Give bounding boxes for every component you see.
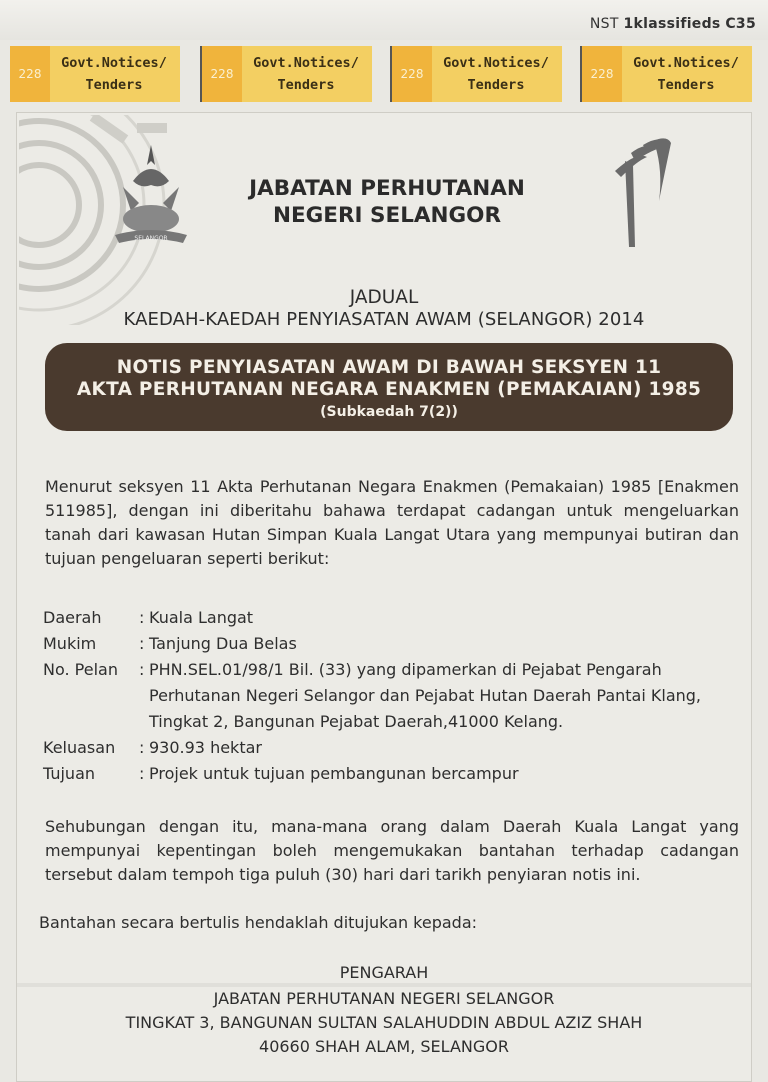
objection-paragraph: Sehubungan dengan itu, mana-mana orang dalam Daerah Kuala Langat yang mempunyai kepentingan boleh mengemukakan bantahan terhadap cadangan tersebut dalam tempoh tiga puluh (30) hari dari tarikh penyiaran notis ini. bbox=[45, 817, 739, 884]
detail-key: No. Pelan bbox=[43, 660, 118, 679]
address-recipient: PENGARAH bbox=[339, 963, 429, 982]
category-label bbox=[434, 52, 558, 96]
category-tab bbox=[200, 46, 372, 102]
category-label-line2: Tenders bbox=[85, 77, 143, 93]
notice-banner bbox=[45, 343, 733, 431]
paper-fold bbox=[17, 983, 751, 987]
details-list bbox=[43, 605, 743, 787]
category-tab bbox=[390, 46, 562, 102]
category-tab bbox=[580, 46, 752, 102]
address-intro: Bantahan secara bertulis hendaklah ditujukan kepada: bbox=[39, 913, 478, 932]
department-name-line2: NEGERI SELANGOR bbox=[272, 203, 502, 228]
intro-paragraph: Menurut seksyen 11 Akta Perhutanan Negara Enakmen (Pemakaian) 1985 [Enakmen 511985], dengan ini diberitahu bahawa terdapat cadangan untuk mengeluarkan tanah dari kawasan Hutan Simpan Kuala Langat Utara yang mempunyai butiran dan tujuan pengeluaran seperti berikut: bbox=[45, 477, 739, 568]
detail-key: Tujuan bbox=[43, 764, 96, 783]
category-label-line2: Tenders bbox=[467, 77, 525, 93]
detail-row-keluasan bbox=[43, 735, 743, 761]
schedule-subtitle: KAEDAH-KAEDAH PENYIASATAN AWAM (SELANGOR) 2014 bbox=[123, 309, 645, 330]
page-header bbox=[0, 0, 768, 40]
detail-separator: : bbox=[139, 738, 145, 757]
detail-key: Keluasan bbox=[43, 738, 116, 757]
category-label bbox=[52, 52, 176, 96]
detail-key: Daerah bbox=[43, 608, 102, 627]
banner-subrule: (Subkaedah 7(2)) bbox=[320, 404, 458, 420]
detail-value: Projek untuk tujuan pembangunan bercampur bbox=[149, 764, 519, 783]
category-code: 228 bbox=[582, 46, 622, 102]
category-label-line1: Govt.Notices/ bbox=[61, 55, 167, 71]
detail-value: Tanjung Dua Belas bbox=[149, 634, 297, 653]
detail-separator: : bbox=[139, 764, 145, 783]
category-label bbox=[244, 52, 368, 96]
category-label bbox=[624, 52, 748, 96]
detail-row-daerah bbox=[43, 605, 743, 631]
category-code: 228 bbox=[392, 46, 432, 102]
category-label-line2: Tenders bbox=[657, 77, 715, 93]
banner-line2: AKTA PERHUTANAN NEGARA ENAKMEN (PEMAKAIAN) 1985 bbox=[76, 379, 702, 400]
detail-row-tujuan bbox=[43, 761, 743, 787]
detail-separator: : bbox=[139, 634, 145, 653]
category-strip bbox=[10, 42, 768, 104]
detail-row-no-pelan bbox=[43, 657, 743, 735]
address-city: 40660 SHAH ALAM, SELANGOR bbox=[259, 1037, 509, 1056]
public-notice bbox=[16, 112, 752, 1082]
banner-line1: NOTIS PENYIASATAN AWAM DI BAWAH SEKSYEN 11 bbox=[116, 357, 662, 378]
category-code: 228 bbox=[10, 46, 50, 102]
schedule-title: JADUAL bbox=[349, 287, 419, 308]
category-code: 228 bbox=[202, 46, 242, 102]
paper-name: NST bbox=[589, 16, 619, 32]
address-building: TINGKAT 3, BANGUNAN SULTAN SALAHUDDIN ABDUL AZIZ SHAH bbox=[125, 1013, 643, 1032]
detail-separator: : bbox=[139, 608, 145, 627]
running-head bbox=[590, 16, 756, 32]
detail-value: Kuala Langat bbox=[149, 608, 254, 627]
category-label-line1: Govt.Notices/ bbox=[253, 55, 359, 71]
detail-separator: : bbox=[139, 660, 145, 679]
page-number: C35 bbox=[725, 16, 756, 32]
category-label-line1: Govt.Notices/ bbox=[633, 55, 739, 71]
detail-value: 930.93 hektar bbox=[149, 738, 262, 757]
forestry-logo-icon bbox=[607, 131, 677, 251]
detail-value: PHN.SEL.01/98/1 Bil. (33) yang dipamerkan di Pejabat Pengarah Perhutanan Negeri Selangor dan Pejabat Hutan Daerah Pantai Klang, Tingkat 2, Bangunan Pejabat Daerah,41000 Kelang. bbox=[149, 660, 702, 731]
category-tab bbox=[10, 46, 180, 102]
category-label-line2: Tenders bbox=[277, 77, 335, 93]
detail-row-mukim bbox=[43, 631, 743, 657]
category-label-line1: Govt.Notices/ bbox=[443, 55, 549, 71]
section-name: 1klassifieds bbox=[623, 16, 721, 32]
department-name-line1: JABATAN PERHUTANAN bbox=[249, 176, 525, 201]
address-department: JABATAN PERHUTANAN NEGERI SELANGOR bbox=[213, 989, 555, 1008]
crest-label: SELANGOR bbox=[134, 235, 168, 242]
detail-key: Mukim bbox=[43, 634, 97, 653]
department-name bbox=[167, 175, 607, 229]
